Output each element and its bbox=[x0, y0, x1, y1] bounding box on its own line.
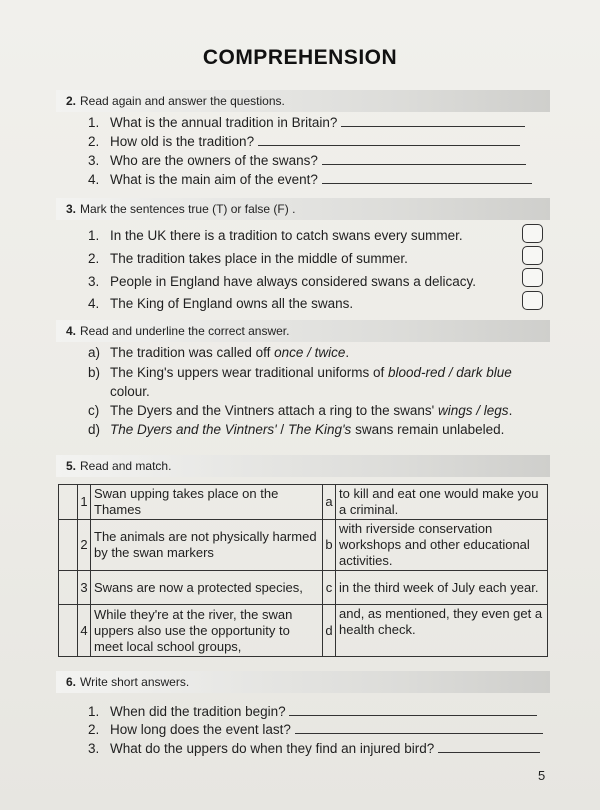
exercise-4-header bbox=[56, 320, 550, 342]
ex4-item-d: d) The Dyers and the Vintners' / The King's swans remain unlabeled. bbox=[88, 422, 505, 437]
exercise-6-number: 6. bbox=[66, 675, 77, 689]
row-number: 3 bbox=[78, 571, 91, 605]
row-letter: d bbox=[323, 605, 336, 657]
row-number: 4 bbox=[78, 605, 91, 657]
ex6-question-3: 3. What do the uppers do when they find an injured bird? bbox=[88, 740, 540, 756]
true-false-box-1[interactable] bbox=[522, 224, 543, 243]
right-phrase: to kill and eat one would make you a criminal. bbox=[336, 485, 548, 520]
row-letter: c bbox=[323, 571, 336, 605]
right-phrase: in the third week of July each year. bbox=[336, 571, 548, 605]
ex2-question-4: 4. What is the main aim of the event? bbox=[88, 171, 532, 187]
answer-line[interactable] bbox=[289, 703, 537, 716]
exercise-5-number: 5. bbox=[66, 459, 77, 473]
exercise-5-header bbox=[56, 455, 550, 477]
ex4-item-a: a) The tradition was called off once / twice. bbox=[88, 345, 350, 360]
true-false-box-4[interactable] bbox=[522, 291, 543, 310]
answer-line[interactable] bbox=[341, 114, 525, 127]
exercise-2-number: 2. bbox=[66, 94, 77, 108]
ex6-question-1: 1. When did the tradition begin? bbox=[88, 703, 537, 719]
right-phrase: and, as mentioned, they even get a health check. bbox=[336, 605, 548, 657]
exercise-6-header bbox=[56, 671, 550, 693]
exercise-3-instruction: Mark the sentences true (T) or false (F) . bbox=[80, 202, 296, 216]
matching-table bbox=[58, 484, 548, 657]
exercise-3-number: 3. bbox=[66, 202, 77, 216]
ex3-statement-3: 3. People in England have always considered swans a delicacy. bbox=[88, 274, 476, 289]
true-false-box-3[interactable] bbox=[522, 268, 543, 287]
row-letter: b bbox=[323, 520, 336, 571]
answer-line[interactable] bbox=[295, 721, 543, 734]
left-phrase: The animals are not physically harmed by the swan markers bbox=[91, 520, 323, 571]
ex4-options-a[interactable]: once / twice bbox=[274, 345, 346, 360]
right-phrase: with riverside conservation workshops and other educational activities. bbox=[336, 520, 548, 571]
ex4-item-b-continued: colour. bbox=[110, 384, 150, 399]
ex3-statement-4: 4. The King of England owns all the swans. bbox=[88, 296, 354, 311]
ex4-options-d-second[interactable]: The King's bbox=[287, 422, 352, 437]
row-number: 2 bbox=[78, 520, 91, 571]
ex4-item-b: b) The King's uppers wear traditional uniforms of blood-red / dark blue bbox=[88, 365, 512, 380]
ex4-options-b[interactable]: blood-red / dark blue bbox=[387, 365, 512, 380]
answer-line[interactable] bbox=[438, 740, 540, 753]
left-phrase: Swans are now a protected species, bbox=[91, 571, 323, 605]
answer-line[interactable] bbox=[258, 133, 520, 146]
ex3-statement-1: 1. In the UK there is a tradition to catch swans every summer. bbox=[88, 228, 463, 243]
table-row bbox=[59, 485, 548, 520]
ex4-options-d-first[interactable]: The Dyers and the Vintners' bbox=[110, 422, 277, 437]
row-number: 1 bbox=[78, 485, 91, 520]
ex2-question-3: 3. Who are the owners of the swans? bbox=[88, 152, 526, 168]
ex2-question-1: 1. What is the annual tradition in Britain? bbox=[88, 114, 525, 130]
exercise-6-instruction: Write short answers. bbox=[80, 675, 190, 689]
true-false-box-2[interactable] bbox=[522, 246, 543, 265]
exercise-5-instruction: Read and match. bbox=[80, 459, 172, 473]
page-title: COMPREHENSION bbox=[202, 46, 398, 69]
exercise-4-instruction: Read and underline the correct answer. bbox=[80, 324, 290, 338]
page-number: 5 bbox=[538, 768, 546, 783]
exercise-2-header bbox=[56, 90, 550, 112]
left-phrase: While they're at the river, the swan uppers also use the opportunity to meet local school groups, bbox=[91, 605, 323, 657]
table-row bbox=[59, 520, 548, 571]
ex3-statement-2: 2. The tradition takes place in the middle of summer. bbox=[88, 251, 408, 266]
ex4-options-c[interactable]: wings / legs bbox=[438, 403, 509, 418]
exercise-3-header bbox=[56, 198, 550, 220]
ex4-item-c: c) The Dyers and the Vintners attach a ring to the swans' wings / legs. bbox=[88, 403, 513, 418]
exercise-4-number: 4. bbox=[66, 324, 77, 338]
answer-line[interactable] bbox=[322, 152, 526, 165]
answer-line[interactable] bbox=[322, 171, 532, 184]
exercise-2-instruction: Read again and answer the questions. bbox=[80, 94, 285, 108]
row-letter: a bbox=[323, 485, 336, 520]
ex2-question-2: 2. How old is the tradition? bbox=[88, 133, 520, 149]
table-row bbox=[59, 605, 548, 657]
ex6-question-2: 2. How long does the event last? bbox=[88, 721, 543, 737]
table-row bbox=[59, 571, 548, 605]
left-phrase: Swan upping takes place on the Thames bbox=[91, 485, 323, 520]
